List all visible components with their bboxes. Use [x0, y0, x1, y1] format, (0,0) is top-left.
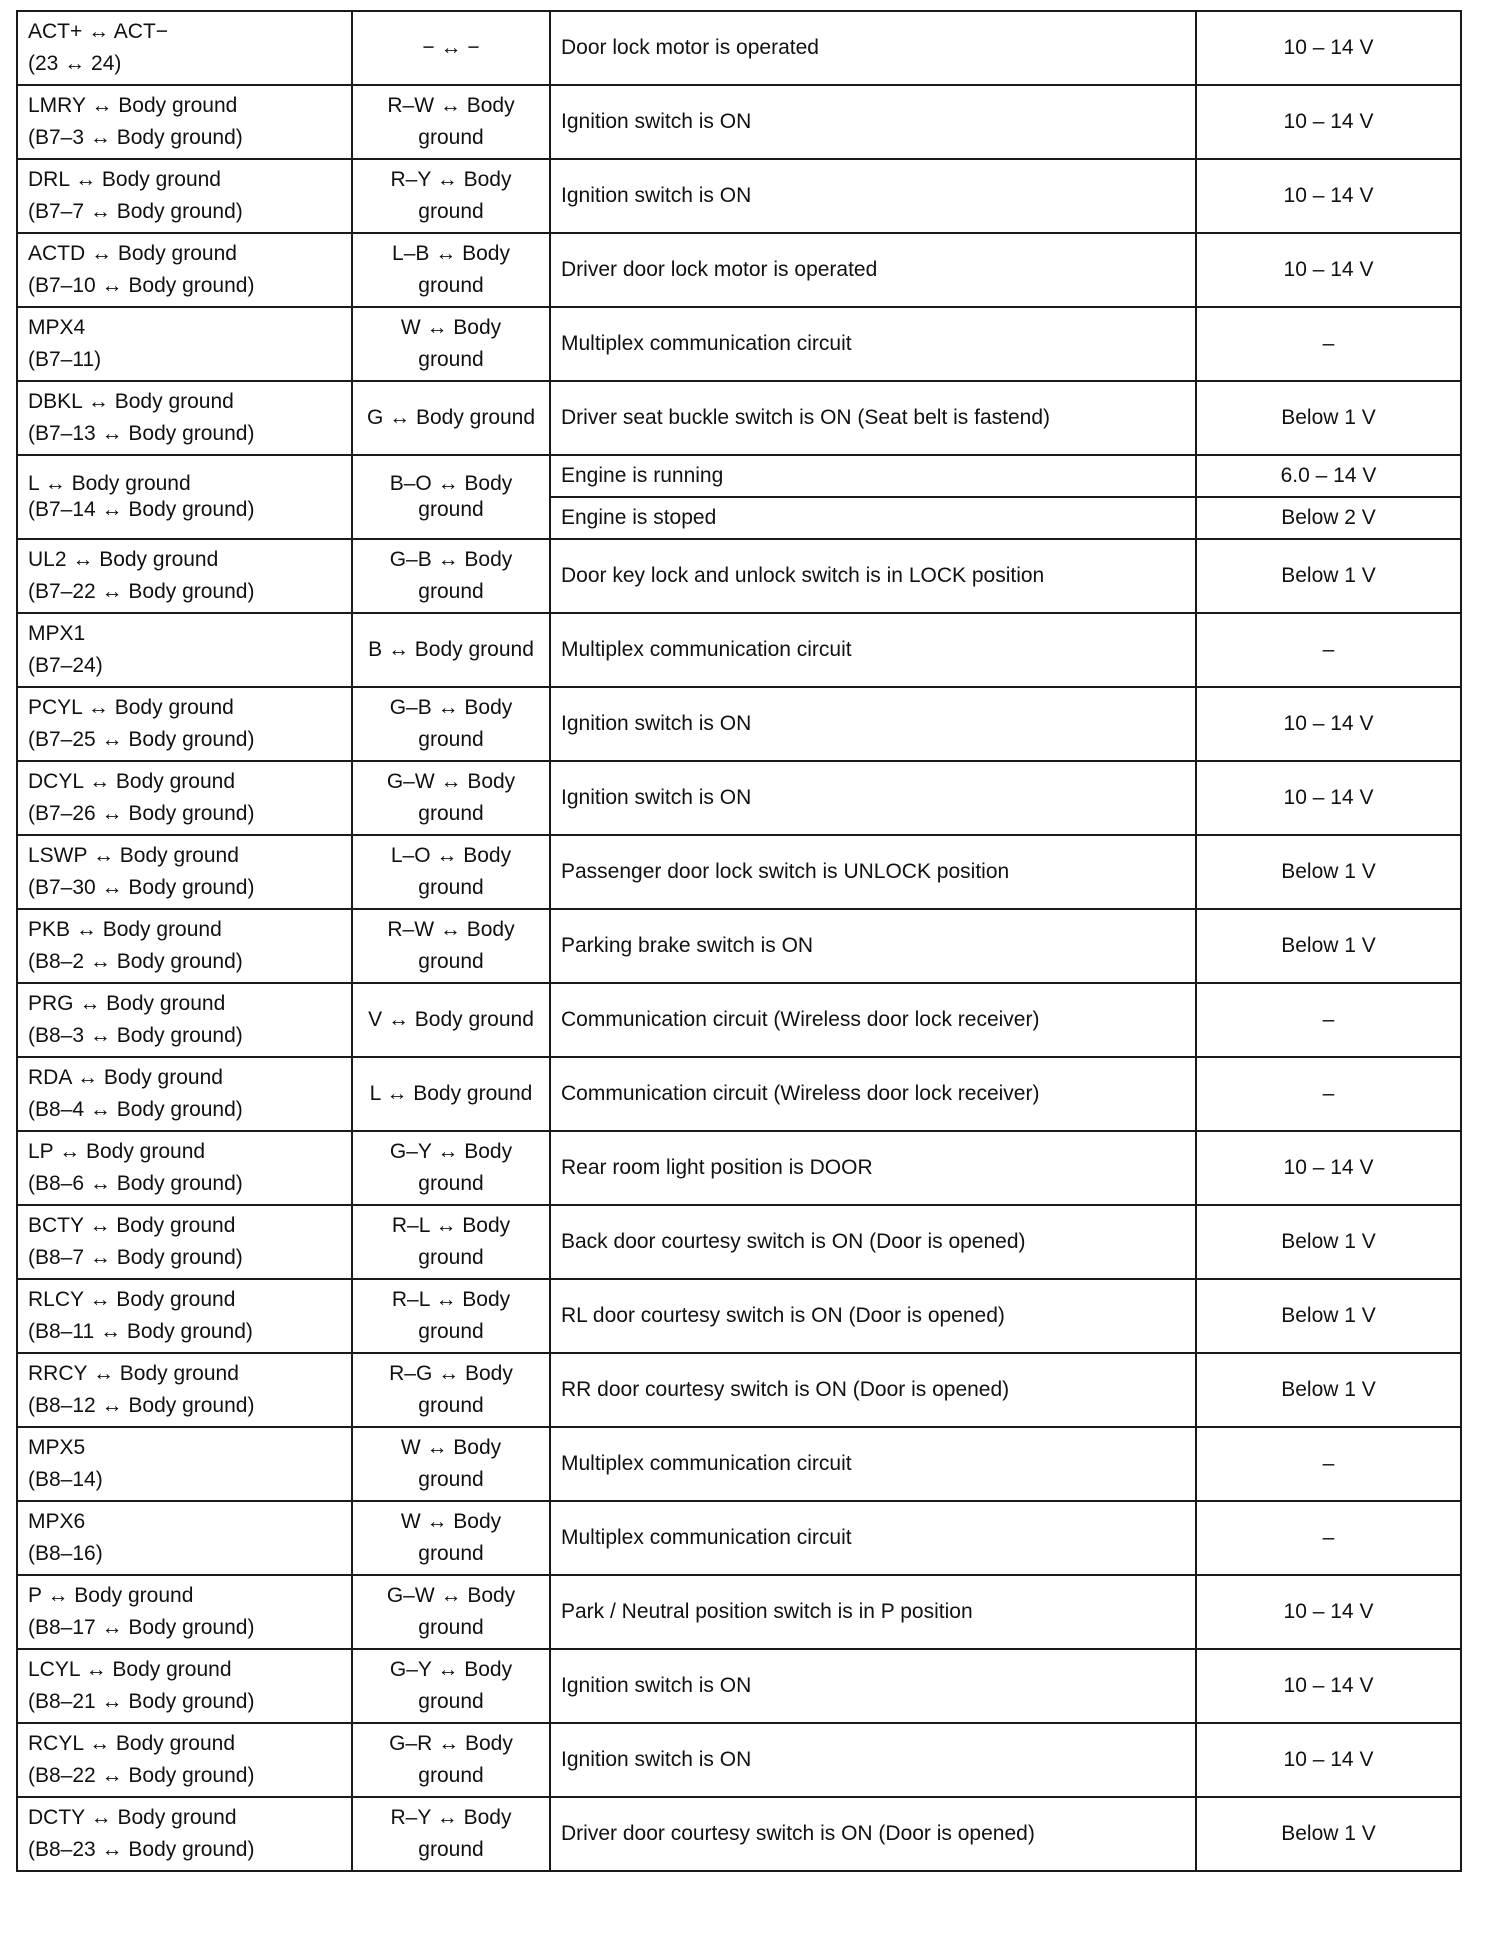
terminal-cell [17, 307, 352, 381]
wiring-color: R–W ↔ Body [387, 94, 515, 117]
wiring-color-cell [352, 455, 550, 539]
terminal-name: LP ↔ Body ground [28, 1140, 206, 1163]
condition-cell: Multiplex communication circuit [550, 1427, 1196, 1501]
terminal-pin: (B7–13 ↔ Body ground) [28, 422, 255, 445]
specified-condition-cell: – [1196, 1501, 1461, 1575]
wiring-color: G–B ↔ Body [389, 696, 513, 719]
specified-condition-cell: Below 1 V [1196, 909, 1461, 983]
terminal-cell [17, 11, 352, 85]
specified-condition-cell: 10 – 14 V [1196, 159, 1461, 233]
terminal-cell [17, 1205, 352, 1279]
terminal-pin: (B7–22 ↔ Body ground) [28, 580, 255, 603]
terminal-pin: (B8–6 ↔ Body ground) [28, 1172, 243, 1195]
condition-cell: Driver door lock motor is operated [550, 233, 1196, 307]
condition-cell: Door lock motor is operated [550, 11, 1196, 85]
table-row [17, 1649, 1461, 1723]
terminal-name: RLCY ↔ Body ground [28, 1288, 236, 1311]
wiring-color: W ↔ Body [400, 1436, 502, 1459]
wiring-color-cont: ground [418, 802, 484, 825]
wiring-color: L–B ↔ Body [392, 242, 510, 265]
terminal-name: DBKL ↔ Body ground [28, 390, 234, 413]
terminal-pin: (B8–23 ↔ Body ground) [28, 1838, 255, 1861]
wiring-color-cont: ground [418, 1394, 484, 1417]
wiring-color-cont: ground [418, 1468, 484, 1491]
wiring-color-cell [352, 1797, 550, 1871]
terminal-cell [17, 983, 352, 1057]
terminal-name: LSWP ↔ Body ground [28, 844, 239, 867]
table-row [17, 11, 1461, 85]
terminal-name: RRCY ↔ Body ground [28, 1362, 239, 1385]
terminal-pin: (B8–14) [28, 1468, 103, 1491]
specified-condition-cell: Below 2 V [1196, 497, 1461, 539]
specified-condition-cell: – [1196, 1057, 1461, 1131]
table-row [17, 233, 1461, 307]
specified-condition-cell: 10 – 14 V [1196, 1649, 1461, 1723]
terminal-pin: (B7–3 ↔ Body ground) [28, 126, 243, 149]
table-row [17, 1797, 1461, 1871]
wiring-color-cell [352, 159, 550, 233]
terminal-pin: (B8–17 ↔ Body ground) [28, 1616, 255, 1639]
terminal-name: MPX6 [28, 1510, 86, 1533]
terminal-pin: (B7–10 ↔ Body ground) [28, 274, 255, 297]
condition-cell: Back door courtesy switch is ON (Door is opened) [550, 1205, 1196, 1279]
terminal-cell [17, 1575, 352, 1649]
terminal-name: DCTY ↔ Body ground [28, 1806, 237, 1829]
specified-condition-cell: Below 1 V [1196, 835, 1461, 909]
terminal-cell [17, 1649, 352, 1723]
wiring-color: R–Y ↔ Body [390, 168, 512, 191]
wiring-color-cont: ground [418, 1690, 484, 1713]
table-row [17, 909, 1461, 983]
wiring-color-cont: ground [418, 1838, 484, 1861]
terminal-name: PCYL ↔ Body ground [28, 696, 234, 719]
terminal-pin: (B8–4 ↔ Body ground) [28, 1098, 243, 1121]
specified-condition-cell: 10 – 14 V [1196, 687, 1461, 761]
table-row [17, 1427, 1461, 1501]
condition-cell: Engine is running [550, 455, 1196, 497]
terminal-cell [17, 835, 352, 909]
terminal-pin: (B8–21 ↔ Body ground) [28, 1690, 255, 1713]
wiring-color-cont: ground [418, 200, 484, 223]
terminal-pin: (B7–30 ↔ Body ground) [28, 876, 255, 899]
wiring-color: − ↔ − [422, 36, 480, 59]
wiring-color-cont: ground [418, 1616, 484, 1639]
condition-cell: Door key lock and unlock switch is in LOCK position [550, 539, 1196, 613]
wiring-color: L–O ↔ Body [390, 844, 512, 867]
wiring-color-cont: ground [418, 1246, 484, 1269]
condition-cell: RR door courtesy switch is ON (Door is opened) [550, 1353, 1196, 1427]
wiring-color-cell [352, 85, 550, 159]
wiring-color-cell [352, 835, 550, 909]
specified-condition-cell: 10 – 14 V [1196, 233, 1461, 307]
specified-condition-cell: Below 1 V [1196, 1205, 1461, 1279]
specified-condition-cell: Below 1 V [1196, 539, 1461, 613]
wiring-color-cont: ground [418, 498, 484, 521]
terminal-cell [17, 1131, 352, 1205]
wiring-color-cont: ground [418, 126, 484, 149]
wiring-color-cell [352, 11, 550, 85]
table-row [17, 1057, 1461, 1131]
terminal-pin: (B8–22 ↔ Body ground) [28, 1764, 255, 1787]
terminal-name: UL2 ↔ Body ground [28, 548, 219, 571]
wiring-color-cell [352, 1723, 550, 1797]
wiring-color-cont: ground [418, 1542, 484, 1565]
terminal-pin: (B8–2 ↔ Body ground) [28, 950, 243, 973]
condition-cell: Ignition switch is ON [550, 761, 1196, 835]
condition-cell: Ignition switch is ON [550, 1649, 1196, 1723]
wiring-color-cell [352, 1057, 550, 1131]
wiring-color: W ↔ Body [400, 316, 502, 339]
wiring-color-cell [352, 539, 550, 613]
wiring-color: R–G ↔ Body [389, 1362, 513, 1385]
wiring-color: R–L ↔ Body [391, 1214, 511, 1237]
specified-condition-cell: 10 – 14 V [1196, 1723, 1461, 1797]
terminal-cell [17, 1279, 352, 1353]
specified-condition-cell: 10 – 14 V [1196, 11, 1461, 85]
terminal-voltage-table [16, 10, 1462, 1872]
wiring-color-cell [352, 1575, 550, 1649]
wiring-color: G–Y ↔ Body [389, 1658, 513, 1681]
terminal-cell [17, 381, 352, 455]
condition-cell: Ignition switch is ON [550, 85, 1196, 159]
table-row [17, 159, 1461, 233]
wiring-color: G–R ↔ Body [389, 1732, 513, 1755]
terminal-name: P ↔ Body ground [28, 1584, 194, 1607]
wiring-color-cell [352, 909, 550, 983]
terminal-name: BCTY ↔ Body ground [28, 1214, 236, 1237]
wiring-color-cell [352, 1279, 550, 1353]
wiring-color-cont: ground [418, 1320, 484, 1343]
specified-condition-cell: Below 1 V [1196, 1279, 1461, 1353]
terminal-pin: (B7–7 ↔ Body ground) [28, 200, 243, 223]
terminal-pin: (23 ↔ 24) [28, 52, 122, 75]
terminal-cell [17, 761, 352, 835]
condition-cell: Parking brake switch is ON [550, 909, 1196, 983]
wiring-color-cell [352, 761, 550, 835]
terminal-pin: (B8–11 ↔ Body ground) [28, 1320, 253, 1343]
terminal-name: LMRY ↔ Body ground [28, 94, 238, 117]
terminal-cell [17, 1427, 352, 1501]
wiring-color-cont: ground [418, 348, 484, 371]
wiring-color: R–W ↔ Body [387, 918, 515, 941]
terminal-cell [17, 613, 352, 687]
terminal-name: L ↔ Body ground [28, 472, 191, 495]
table-row [17, 1501, 1461, 1575]
terminal-name: MPX4 [28, 316, 86, 339]
condition-cell: Driver seat buckle switch is ON (Seat belt is fastend) [550, 381, 1196, 455]
terminal-cell [17, 233, 352, 307]
table-row [17, 687, 1461, 761]
terminal-pin: (B7–11) [28, 348, 102, 371]
wiring-color-cont: ground [418, 1764, 484, 1787]
terminal-cell [17, 687, 352, 761]
condition-cell: RL door courtesy switch is ON (Door is opened) [550, 1279, 1196, 1353]
terminal-pin: (B8–12 ↔ Body ground) [28, 1394, 255, 1417]
wiring-color-cell [352, 1427, 550, 1501]
wiring-color: G ↔ Body ground [366, 406, 536, 429]
wiring-color: B ↔ Body ground [368, 638, 534, 661]
wiring-color-cell [352, 1501, 550, 1575]
table-row [17, 613, 1461, 687]
wiring-color-cell [352, 1205, 550, 1279]
table-row [17, 1131, 1461, 1205]
wiring-color-cont: ground [418, 950, 484, 973]
specified-condition-cell: Below 1 V [1196, 1797, 1461, 1871]
condition-cell: Multiplex communication circuit [550, 307, 1196, 381]
specified-condition-cell: Below 1 V [1196, 1353, 1461, 1427]
condition-cell: Ignition switch is ON [550, 687, 1196, 761]
terminal-name: ACTD ↔ Body ground [28, 242, 237, 265]
specified-condition-cell: – [1196, 1427, 1461, 1501]
condition-cell: Engine is stoped [550, 497, 1196, 539]
specified-condition-cell: 10 – 14 V [1196, 85, 1461, 159]
condition-cell: Multiplex communication circuit [550, 613, 1196, 687]
terminal-pin: (B7–14 ↔ Body ground) [28, 498, 255, 521]
terminal-name: PRG ↔ Body ground [28, 992, 226, 1015]
terminal-cell [17, 1353, 352, 1427]
table-row [17, 1575, 1461, 1649]
specified-condition-cell: – [1196, 613, 1461, 687]
table-row [17, 1353, 1461, 1427]
table-row [17, 835, 1461, 909]
wiring-color: L ↔ Body ground [369, 1082, 533, 1105]
wiring-color: G–W ↔ Body [386, 1584, 516, 1607]
table-row [17, 1279, 1461, 1353]
terminal-cell [17, 1723, 352, 1797]
specified-condition-cell: 10 – 14 V [1196, 1575, 1461, 1649]
condition-cell: Rear room light position is DOOR [550, 1131, 1196, 1205]
terminal-name: LCYL ↔ Body ground [28, 1658, 232, 1681]
table-row [17, 307, 1461, 381]
terminal-name: MPX5 [28, 1436, 86, 1459]
table-row [17, 381, 1461, 455]
wiring-color-cont: ground [418, 728, 484, 751]
terminal-cell [17, 85, 352, 159]
condition-cell: Multiplex communication circuit [550, 1501, 1196, 1575]
wiring-color-cell [352, 233, 550, 307]
terminal-name: PKB ↔ Body ground [28, 918, 222, 941]
terminal-pin: (B7–25 ↔ Body ground) [28, 728, 255, 751]
wiring-color-cont: ground [418, 580, 484, 603]
table-row [17, 1723, 1461, 1797]
terminal-name: MPX1 [28, 622, 86, 645]
terminal-name: RCYL ↔ Body ground [28, 1732, 235, 1755]
condition-cell: Passenger door lock switch is UNLOCK position [550, 835, 1196, 909]
wiring-color: G–W ↔ Body [386, 770, 516, 793]
terminal-name: DCYL ↔ Body ground [28, 770, 235, 793]
terminal-cell [17, 455, 352, 539]
terminal-name: DRL ↔ Body ground [28, 168, 221, 191]
specified-condition-cell: – [1196, 983, 1461, 1057]
specified-condition-cell: 10 – 14 V [1196, 1131, 1461, 1205]
wiring-color-cell [352, 983, 550, 1057]
wiring-color: R–Y ↔ Body [390, 1806, 512, 1829]
condition-cell: Driver door courtesy switch is ON (Door is opened) [550, 1797, 1196, 1871]
specified-condition-cell: 10 – 14 V [1196, 761, 1461, 835]
condition-cell: Communication circuit (Wireless door lock receiver) [550, 983, 1196, 1057]
wiring-color-cont: ground [418, 876, 484, 899]
terminal-pin: (B7–26 ↔ Body ground) [28, 802, 255, 825]
wiring-color-cont: ground [418, 274, 484, 297]
condition-cell: Ignition switch is ON [550, 1723, 1196, 1797]
condition-cell: Ignition switch is ON [550, 159, 1196, 233]
wiring-color: G–B ↔ Body [389, 548, 513, 571]
wiring-color: B–O ↔ Body [389, 472, 513, 495]
wiring-color-cell [352, 1649, 550, 1723]
specified-condition-cell: Below 1 V [1196, 381, 1461, 455]
wiring-color-cell [352, 687, 550, 761]
table-row [17, 761, 1461, 835]
wiring-color-cell [352, 307, 550, 381]
terminal-name: ACT+ ↔ ACT− [28, 20, 169, 43]
terminal-pin: (B8–7 ↔ Body ground) [28, 1246, 243, 1269]
terminal-pin: (B7–24) [28, 654, 103, 677]
condition-cell: Park / Neutral position switch is in P position [550, 1575, 1196, 1649]
terminal-cell [17, 1057, 352, 1131]
terminal-cell [17, 1501, 352, 1575]
specified-condition-cell: 6.0 – 14 V [1196, 455, 1461, 497]
table-row [17, 1205, 1461, 1279]
terminal-cell [17, 539, 352, 613]
table-body [17, 11, 1461, 1871]
terminal-cell [17, 909, 352, 983]
table-row [17, 539, 1461, 613]
specified-condition-cell: – [1196, 307, 1461, 381]
table-row [17, 455, 1461, 497]
table-row [17, 983, 1461, 1057]
terminal-cell [17, 159, 352, 233]
wiring-color: W ↔ Body [400, 1510, 502, 1533]
terminal-name: RDA ↔ Body ground [28, 1066, 223, 1089]
wiring-color: V ↔ Body ground [368, 1008, 534, 1031]
condition-cell: Communication circuit (Wireless door lock receiver) [550, 1057, 1196, 1131]
terminal-pin: (B8–16) [28, 1542, 103, 1565]
wiring-color-cell [352, 381, 550, 455]
wiring-color-cell [352, 1131, 550, 1205]
terminal-pin: (B8–3 ↔ Body ground) [28, 1024, 243, 1047]
wiring-color-cell [352, 1353, 550, 1427]
table-row [17, 85, 1461, 159]
wiring-color: R–L ↔ Body [391, 1288, 511, 1311]
wiring-color-cell [352, 613, 550, 687]
terminal-cell [17, 1797, 352, 1871]
wiring-color-cont: ground [418, 1172, 484, 1195]
wiring-color: G–Y ↔ Body [389, 1140, 513, 1163]
